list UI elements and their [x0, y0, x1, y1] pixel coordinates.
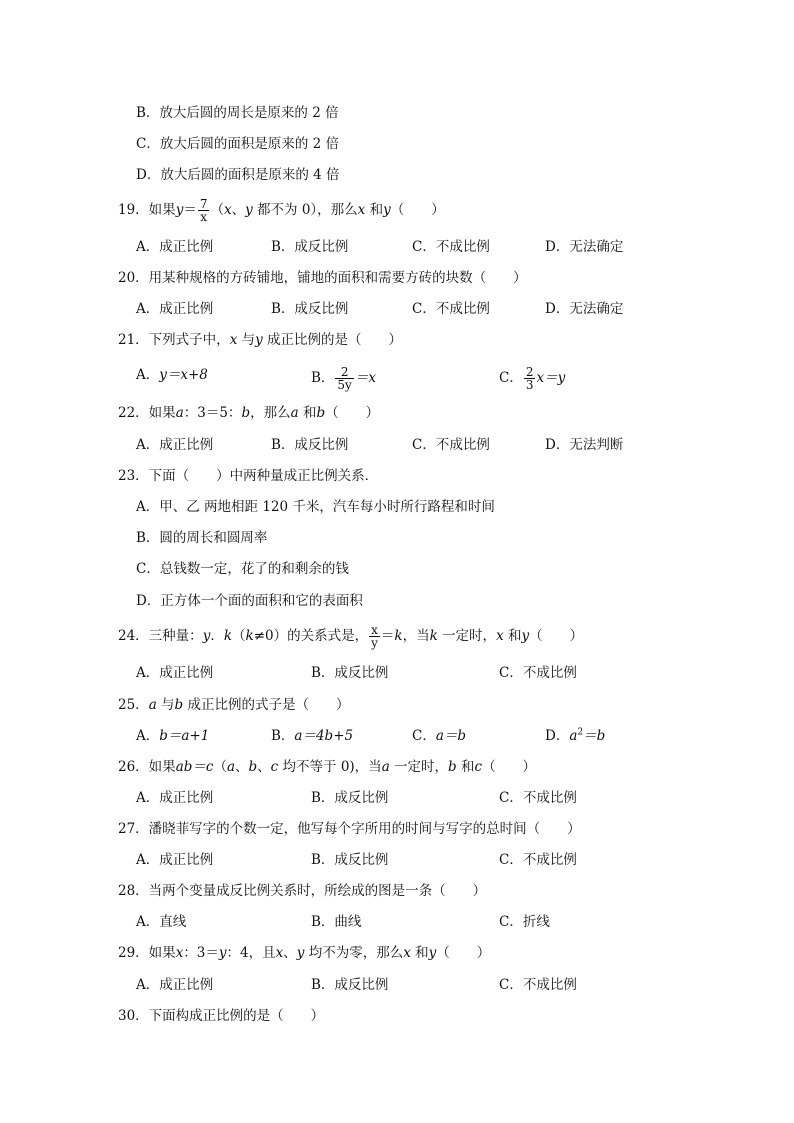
q23-stem: 23．下面（ ）中两种量成正比例关系． — [118, 468, 379, 484]
q25-option-a: A．b＝a+1 — [136, 728, 210, 744]
q23-option-a: A．甲、乙 两地相距 120 千米，汽车每小时所行路程和时间 — [136, 499, 495, 515]
q30-stem: 30．下面构成正比例的是（ ） — [118, 1008, 325, 1024]
q20-option-b: B．成反比例 — [271, 301, 349, 317]
q29-option-a: A．成正比例 — [136, 977, 214, 993]
q27-stem: 27．潘晓菲写字的个数一定，他写每个字所用的时间与写字的总时间（ ） — [118, 821, 581, 837]
q22-option-d: D．无法判断 — [545, 437, 624, 453]
q25-stem: 25．a 与b 成正比例的式子是（ ） — [118, 697, 350, 713]
q25-option-c: C．a＝b — [412, 728, 467, 744]
q19-option-d: D．无法确定 — [545, 239, 624, 255]
q27-option-b: B．成反比例 — [311, 852, 389, 868]
q21-option-b: B． $\frac{2}{5y}$ ＝x — [311, 365, 376, 392]
q27-option-c: C．不成比例 — [499, 852, 577, 868]
q19-stem: 19．如果y＝ $\frac{7}{x}$ （x、y 都不为 0），那么x 和y（ ） — [118, 197, 445, 224]
q18-option-d: D．放大后圆的面积是原来的 4 倍 — [136, 167, 340, 183]
q18-option-c: C．放大后圆的面积是原来的 2 倍 — [136, 136, 340, 152]
q21-stem: 21．下列式子中，x 与y 成正比例的是（ ） — [118, 332, 403, 348]
q29-option-b: B．成反比例 — [311, 977, 389, 993]
q28-stem: 28．当两个变量成反比例关系时，所绘成的图是一条（ ） — [118, 883, 487, 899]
q28-option-c: C．折线 — [499, 914, 550, 930]
q21-option-a: A．y＝x+8 — [136, 367, 208, 383]
q21-b-fraction: $\frac{2}{5y}$ — [337, 365, 352, 392]
q23-option-c: C．总钱数一定，花了的和剩余的钱 — [136, 561, 349, 577]
q24-option-a: A．成正比例 — [136, 665, 214, 681]
q28-option-b: B．曲线 — [311, 914, 362, 930]
q22-stem: 22．如果a：3＝5：b，那么a 和b（ ） — [118, 405, 380, 421]
q24-fraction: $\frac{x}{y}$ — [371, 623, 378, 650]
q23-option-d: D．正方体一个面的面积和它的表面积 — [136, 593, 363, 609]
q21-c-fraction: $\frac{2}{3}$ — [525, 365, 534, 392]
q25-option-b: B．a＝4b+5 — [271, 728, 354, 744]
q20-stem: 20．用某种规格的方砖铺地，铺地的面积和需要方砖的块数（ ） — [118, 270, 527, 286]
q22-option-c: C．不成比例 — [412, 437, 490, 453]
q26-stem: 26．如果ab＝c（a、b、c 均不等于 0)，当a 一定时，b 和c（ ） — [118, 759, 537, 775]
q29-stem: 29．如果x：3＝y：4，且x、y 均不为零，那么x 和y（ ） — [118, 945, 491, 961]
q19-option-a: A．成正比例 — [136, 239, 214, 255]
q22-option-a: A．成正比例 — [136, 437, 214, 453]
q24-option-b: B．成反比例 — [311, 665, 389, 681]
q20-option-a: A．成正比例 — [136, 301, 214, 317]
q19-option-c: C．不成比例 — [412, 239, 490, 255]
q26-option-c: C．不成比例 — [499, 790, 577, 806]
q19-option-b: B．成反比例 — [271, 239, 349, 255]
q25-option-d: D．$a^2=b$ — [545, 727, 606, 744]
q20-option-d: D．无法确定 — [545, 301, 624, 317]
q22-option-b: B．成反比例 — [271, 437, 349, 453]
q26-option-a: A．成正比例 — [136, 790, 214, 806]
q18-option-b: B．放大后圆的周长是原来的 2 倍 — [136, 105, 339, 121]
q24-option-c: C．不成比例 — [499, 665, 577, 681]
q21-option-c: C． $\frac{2}{3}$ x＝y — [499, 365, 566, 392]
q29-option-c: C．不成比例 — [499, 977, 577, 993]
q24-stem: 24．三种量：y．k（k≠0）的关系式是， $\frac{x}{y}$ ＝k，当k 一定时，x 和y（ ） — [118, 623, 584, 650]
q23-option-b: B．圆的周长和圆周率 — [136, 530, 268, 546]
q20-option-c: C．不成比例 — [412, 301, 490, 317]
q27-option-a: A．成正比例 — [136, 852, 214, 868]
q26-option-b: B．成反比例 — [311, 790, 389, 806]
q19-fraction: $\frac{7}{x}$ — [199, 197, 208, 224]
q28-option-a: A．直线 — [136, 914, 187, 930]
